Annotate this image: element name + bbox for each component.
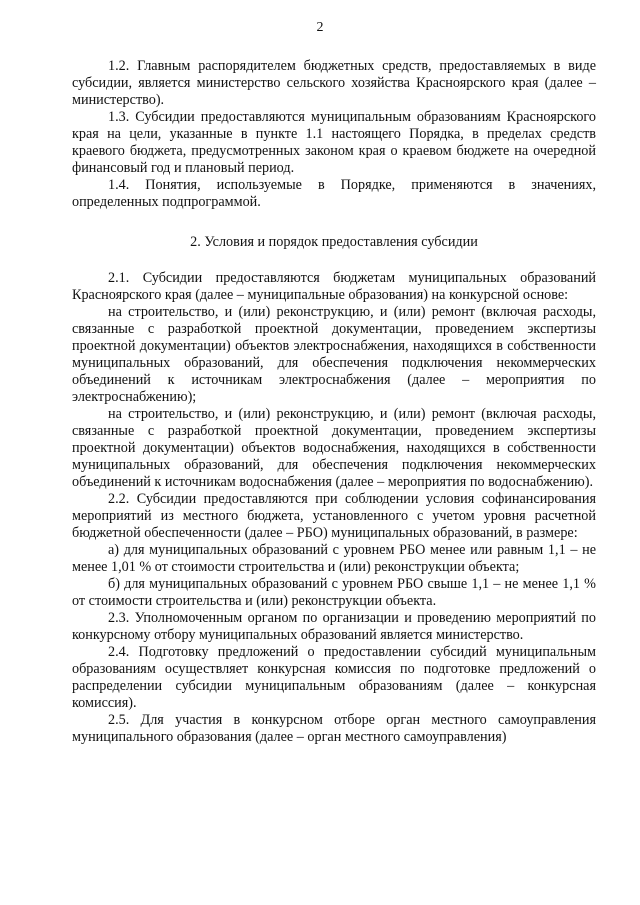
paragraph-2-2-a: а) для муниципальных образований с уровнем РБО менее или равным 1,1 – не менее 1,01 % от стоимости строительства и (или) реконструкции объекта; xyxy=(72,542,596,575)
paragraph-1-2: 1.2. Главным распорядителем бюджетных средств, предоставляемых в виде субсидии, является министерство сельского хозяйства Красноярского края (далее – министерство). xyxy=(72,58,596,108)
paragraph-2-1: 2.1. Субсидии предоставляются бюджетам муниципальных образований Красноярского края (далее – муниципальные образования) на конкурсной основе: xyxy=(72,270,596,303)
page-number: 2 xyxy=(316,20,324,35)
paragraph-1-4: 1.4. Понятия, используемые в Порядке, применяются в значениях, определенных подпрограммой. xyxy=(72,177,596,210)
section-title: 2. Условия и порядок предоставления субсидии xyxy=(190,234,478,250)
paragraph-2-2-b: б) для муниципальных образований с уровнем РБО свыше 1,1 – не менее 1,1 % от стоимости строительства и (или) реконструкции объекта. xyxy=(72,576,596,609)
paragraph-2-3: 2.3. Уполномоченным органом по организации и проведению мероприятий по конкурсному отбору муниципальных образований является министерство. xyxy=(72,610,596,643)
paragraph-electricity: на строительство, и (или) реконструкцию, и (или) ремонт (включая расходы, связанные с разработкой проектной документации, проведением экспертизы проектной документации) объектов электроснабжения, находящихся в собственности муниципальных образований, для обеспечения подключения некоммерческих объединений к источникам электроснабжения (далее – мероприятия по электроснабжению); xyxy=(72,304,596,405)
paragraph-2-5: 2.5. Для участия в конкурсном отборе орган местного самоуправления муниципального образования (далее – орган местного самоуправления) xyxy=(72,712,596,745)
paragraph-2-4: 2.4. Подготовку предложений о предоставлении субсидий муниципальным образованиям осуществляет конкурсная комиссия по подготовке предложений о распределении субсидии муниципальным образованиям (далее – конкурсная комиссия). xyxy=(72,644,596,711)
paragraph-2-2: 2.2. Субсидии предоставляются при соблюдении условия софинансирования мероприятий из местного бюджета, установленного с учетом уровня расчетной бюджетной обеспеченности (далее – РБО) муниципальных образований, в размере: xyxy=(72,491,596,541)
document-body xyxy=(72,58,596,746)
paragraph-water: на строительство, и (или) реконструкцию, и (или) ремонт (включая расходы, связанные с разработкой проектной документации, проведением экспертизы проектной документации) объектов водоснабжения, находящихся в собственности муниципальных образований, для обеспечения подключения некоммерческих объединений к источникам водоснабжения (далее – мероприятия по водоснабжению). xyxy=(72,406,596,490)
paragraph-1-3: 1.3. Субсидии предоставляются муниципальным образованиям Красноярского края на цели, указанные в пункте 1.1 настоящего Порядка, в пределах средств краевого бюджета, предусмотренных законом края о краевом бюджете на очередной финансовый год и плановый период. xyxy=(72,109,596,176)
